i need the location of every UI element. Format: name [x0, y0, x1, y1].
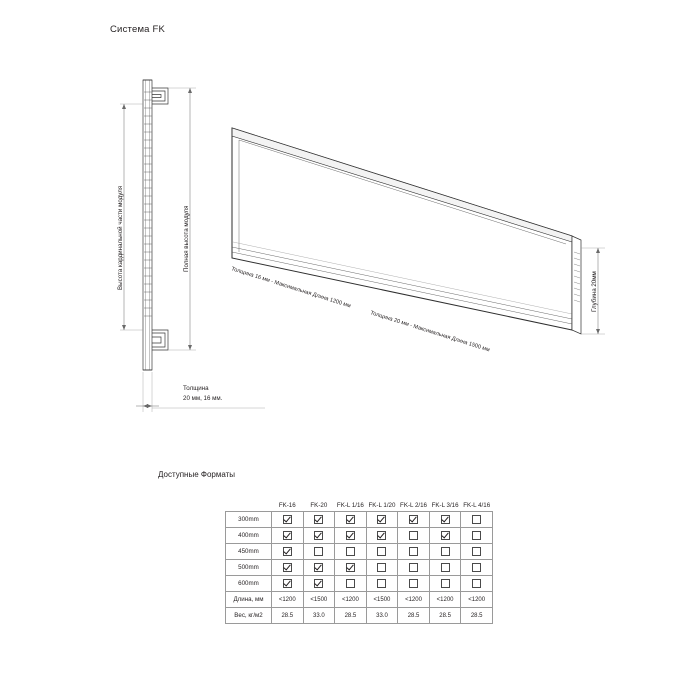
checkbox-unchecked-icon[interactable] [441, 563, 450, 572]
row-header-400mm: 400mm [226, 528, 272, 544]
cell-checkbox[interactable] [335, 544, 367, 560]
checkbox-checked-icon[interactable] [346, 515, 355, 524]
table-row [226, 544, 493, 560]
cell-checkbox[interactable] [272, 528, 304, 544]
checkbox-checked-icon[interactable] [283, 531, 292, 540]
footer-cell-value: 28.5 [398, 608, 430, 624]
panel-isometric [230, 128, 581, 354]
cell-checkbox[interactable] [429, 512, 461, 528]
checkbox-checked-icon[interactable] [314, 531, 323, 540]
checkbox-checked-icon[interactable] [409, 515, 418, 524]
panel-label-right: Толщина 20 мм - Максимальная Длина 1500 мм [369, 310, 491, 354]
column-header-fkl-3-16-label: FK-L 3/16 [431, 501, 459, 509]
row-header-450mm: 450mm [226, 544, 272, 560]
column-header-fkl-1-16-label: FK-L 1/16 [336, 501, 364, 509]
formats-section-title: Доступные Форматы [158, 470, 236, 479]
cell-checkbox[interactable] [335, 560, 367, 576]
dim-full-height [183, 88, 192, 350]
column-header-fkl-4-16 [461, 487, 493, 512]
checkbox-checked-icon[interactable] [441, 515, 450, 524]
dim-construction-height-label: Высота кардинальной части модуля [117, 185, 124, 290]
checkbox-unchecked-icon[interactable] [472, 515, 481, 524]
column-header-fkl-2-16 [398, 487, 430, 512]
cell-checkbox[interactable] [272, 560, 304, 576]
dim-thickness-values: 20 мм, 16 мм. [183, 395, 223, 402]
checkbox-checked-icon[interactable] [314, 563, 323, 572]
footer-cell-value: <1200 [335, 592, 367, 608]
cell-checkbox[interactable] [461, 544, 493, 560]
checkbox-unchecked-icon[interactable] [409, 531, 418, 540]
checkbox-unchecked-icon[interactable] [409, 579, 418, 588]
footer-cell-value: <1200 [272, 592, 304, 608]
column-header-fkl-3-16 [429, 487, 461, 512]
checkbox-unchecked-icon[interactable] [346, 579, 355, 588]
footer-cell-value: 28.5 [429, 608, 461, 624]
table-footer-row [226, 608, 493, 624]
checkbox-unchecked-icon[interactable] [377, 547, 386, 556]
cell-checkbox[interactable] [429, 528, 461, 544]
vertical-rail-profile [143, 80, 168, 370]
cell-checkbox[interactable] [366, 560, 398, 576]
checkbox-unchecked-icon[interactable] [409, 547, 418, 556]
footer-cell-value: <1200 [429, 592, 461, 608]
cell-checkbox[interactable] [335, 528, 367, 544]
column-header-fk20-label: FK-20 [310, 501, 328, 509]
dim-construction-height [117, 104, 126, 330]
formats-table-body [226, 512, 493, 624]
cell-checkbox[interactable] [303, 560, 335, 576]
footer-cell-value: 33.0 [366, 608, 398, 624]
checkbox-checked-icon[interactable] [441, 531, 450, 540]
dim-full-height-label: Полная высота модуля [183, 205, 190, 272]
checkbox-checked-icon[interactable] [283, 547, 292, 556]
cell-checkbox[interactable] [272, 576, 304, 592]
checkbox-checked-icon[interactable] [283, 579, 292, 588]
cell-checkbox[interactable] [366, 512, 398, 528]
checkbox-unchecked-icon[interactable] [346, 547, 355, 556]
panel-label-left: Толщина 16 мм - Максимальная Длина 1200 мм [230, 266, 352, 310]
column-header-fkl-2-16-label: FK-L 2/16 [400, 501, 427, 509]
table-row [226, 528, 493, 544]
checkbox-unchecked-icon[interactable] [441, 547, 450, 556]
footer-cell-value: <1500 [366, 592, 398, 608]
column-header-fkl-4-16-label: FK-L 4/16 [463, 501, 491, 509]
row-header-500mm: 500mm [226, 560, 272, 576]
checkbox-checked-icon[interactable] [314, 515, 323, 524]
cell-checkbox[interactable] [461, 576, 493, 592]
checkbox-unchecked-icon[interactable] [314, 547, 323, 556]
footer-cell-value: <1500 [303, 592, 335, 608]
cell-checkbox[interactable] [303, 544, 335, 560]
cell-checkbox[interactable] [461, 512, 493, 528]
cell-checkbox[interactable] [272, 512, 304, 528]
dim-thickness [136, 385, 223, 408]
column-header-fk16 [272, 487, 304, 512]
cell-checkbox[interactable] [398, 560, 430, 576]
footer-cell-value: 28.5 [335, 608, 367, 624]
cell-checkbox[interactable] [429, 576, 461, 592]
checkbox-unchecked-icon[interactable] [472, 547, 481, 556]
formats-table-wrap [225, 487, 493, 624]
checkbox-unchecked-icon[interactable] [377, 563, 386, 572]
checkbox-unchecked-icon[interactable] [472, 563, 481, 572]
table-corner-cell [226, 487, 272, 512]
cell-checkbox[interactable] [398, 528, 430, 544]
checkbox-unchecked-icon[interactable] [472, 531, 481, 540]
column-header-fkl-1-20-label: FK-L 1/20 [368, 501, 396, 509]
column-header-fk16-label: FK-16 [278, 501, 296, 509]
footer-cell-value: <1200 [398, 592, 430, 608]
column-header-fk20 [303, 487, 335, 512]
cell-checkbox[interactable] [398, 512, 430, 528]
footer-cell-value: 28.5 [461, 608, 493, 624]
footer-row-header: Длина, мм [226, 592, 272, 608]
cell-checkbox[interactable] [366, 528, 398, 544]
cell-checkbox[interactable] [303, 576, 335, 592]
formats-table [225, 487, 493, 624]
footer-cell-value: 28.5 [272, 608, 304, 624]
cell-checkbox[interactable] [366, 576, 398, 592]
table-row [226, 560, 493, 576]
cell-checkbox[interactable] [335, 576, 367, 592]
page-title: Система FK [110, 24, 166, 35]
row-header-300mm: 300mm [226, 512, 272, 528]
dim-thickness-label: Толщина [183, 385, 209, 392]
footer-cell-value: 33.0 [303, 608, 335, 624]
checkbox-checked-icon[interactable] [283, 515, 292, 524]
checkbox-checked-icon[interactable] [346, 531, 355, 540]
column-header-fkl-1-16 [335, 487, 367, 512]
checkbox-checked-icon[interactable] [346, 563, 355, 572]
column-header-fkl-1-20 [366, 487, 398, 512]
dim-depth-right-label: Глубина 20мм [591, 271, 598, 312]
footer-cell-value: <1200 [461, 592, 493, 608]
table-row [226, 512, 493, 528]
cell-checkbox[interactable] [398, 576, 430, 592]
checkbox-checked-icon[interactable] [314, 579, 323, 588]
cell-checkbox[interactable] [429, 560, 461, 576]
cell-checkbox[interactable] [272, 544, 304, 560]
row-header-600mm: 600mm [226, 576, 272, 592]
checkbox-unchecked-icon[interactable] [472, 579, 481, 588]
checkbox-checked-icon[interactable] [377, 515, 386, 524]
checkbox-unchecked-icon[interactable] [409, 563, 418, 572]
cell-checkbox[interactable] [429, 544, 461, 560]
cell-checkbox[interactable] [366, 544, 398, 560]
cell-checkbox[interactable] [303, 528, 335, 544]
table-row [226, 576, 493, 592]
cell-checkbox[interactable] [461, 560, 493, 576]
footer-row-header: Вес, кг/м2 [226, 608, 272, 624]
cell-checkbox[interactable] [303, 512, 335, 528]
checkbox-unchecked-icon[interactable] [377, 579, 386, 588]
checkbox-unchecked-icon[interactable] [441, 579, 450, 588]
cell-checkbox[interactable] [461, 528, 493, 544]
table-header-row [226, 487, 493, 512]
dim-depth-right [581, 248, 605, 334]
checkbox-checked-icon[interactable] [377, 531, 386, 540]
table-footer-row [226, 592, 493, 608]
cell-checkbox[interactable] [335, 512, 367, 528]
checkbox-checked-icon[interactable] [283, 563, 292, 572]
cell-checkbox[interactable] [398, 544, 430, 560]
